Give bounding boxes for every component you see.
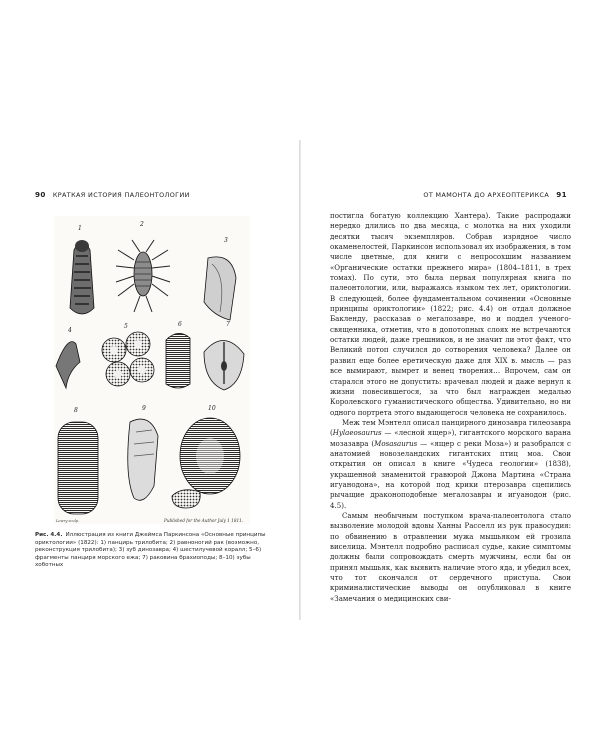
right-running-head (423, 190, 567, 199)
dinosaur-tooth-drawing (204, 257, 236, 320)
left-page (0, 0, 299, 750)
plate-number-9: 9 (142, 405, 146, 412)
paragraph-3 (330, 511, 571, 604)
paragraph-2-text-a: Меж тем Мэнтелл описал панцирного динозавра гилеозавра ( (330, 417, 571, 438)
plate-number-3: 3 (224, 237, 228, 244)
urchin-fragments-drawing (102, 332, 154, 386)
plate-number-7: 7 (226, 321, 230, 328)
right-page-number: 91 (556, 190, 567, 199)
paragraph-1-text: постигла богатую коллекцию Хантера). Такие распродажи нередко длились по два месяца, с молотка на них уходили десятки тысяч экземпляров. Собрав изрядное число окаменелостей, Паркинсон использовал их изображения, в том числе цветные, для книги с непросохшим названием «Органические остатки прежнего мира» (1804–1811, в трех томах). По сути, это была первая популярная книга по палеонтологии, или, выражаясь языком тех лет, ориктологии. В следующей, более фундаментальном сочинении «Основные принципы ориктологии» (1822; рис. 4.4) он отдал должное Бакленду, рассказав о мегалозавре, но и поддел ученого-священника, отметив, что в допотопных слоях не встречаются остатки людей, даже грешников, и не значит ли этот факт, что Великий потоп случился до сотворения человека? Далее он развил еще более еретическую даже для XIX в. мысль — раз все вымирают, вымрет и венец творения… Впрочем, сам он старался этого не допустить: врачевал людей и даже вернул к жизни повесившегося, за что был награжден медалью Королевского гуманистического общества. Удивительно, но ни одного портрета этого выдающегося человека не сохранилось. (330, 211, 571, 417)
left-running-title: КРАТКАЯ ИСТОРИЯ ПАЛЕОНТОЛОГИИ (52, 191, 190, 199)
proboscidean-tooth-9-drawing (128, 419, 158, 500)
plate-number-2: 2 (140, 221, 144, 228)
plate-imprint: Published for the Author July 1 1811. (164, 518, 244, 523)
species-name-mosasaurus: Mosasaurus (374, 438, 418, 448)
plate-number-10: 10 (208, 405, 216, 412)
shell-drawing (204, 340, 244, 390)
plate-number-8: 8 (74, 407, 78, 414)
figure-caption (35, 532, 267, 570)
engraver-signature: Lowry sculp. (56, 519, 80, 523)
plate-number-1: 1 (78, 225, 82, 232)
paragraph-2-text-c: — «ящер с реки Моза») и разобрался с анатомией новозеландских гигантских птиц моа. Свои открытия он описал в книге «Чудеса геологии» (1838), украшенной знаменитой гравюрой Джона Мартина «Страна игуанодона», на которой под крики птерозавра сцепились рычащие драконоподобные мегалозавры и игуанодон (рис. 4.5). (330, 438, 572, 510)
paragraph-2 (330, 418, 571, 511)
tooth-fragment-drawing (172, 490, 200, 508)
plate-number-6: 6 (178, 321, 182, 328)
proboscidean-tooth-8-drawing (58, 422, 98, 514)
body-text (330, 211, 571, 604)
plate-number-5: 5 (124, 323, 128, 330)
left-page-number: 90 (35, 190, 46, 199)
plate-number-4: 4 (68, 327, 72, 334)
trilobite-drawing (70, 240, 94, 314)
paragraph-1 (330, 211, 571, 418)
proboscidean-tooth-10-drawing (180, 418, 240, 494)
caption-label: Рис. 4.4. (35, 532, 63, 538)
hexacoral-drawing (56, 342, 80, 388)
brachiopod-drawing (166, 333, 190, 388)
figure-plate (54, 216, 250, 524)
paragraph-3-text: Самым необычным поступком врача-палеонтолога стало вызволение молодой вдовы Ханны Расселл из рук правосудия: по обвинению в отравлении мужа мышьяком ей грозила виселица. Мэнтелл подробно расписал судье, какие симптомы должны были сопровождать смерть мужчины, если бы он принял мышьяк, как выявить наличие этого яда, и убедил всех, что тот скончался от сердечного приступа. Свои криминалистические выводы он опубликовал в книге «Замечания о медицинских сви- (330, 510, 571, 603)
left-running-head (35, 190, 190, 199)
right-running-title: ОТ МАМОНТА ДО АРХЕОПТЕРИКСА (423, 191, 550, 199)
species-name-hylaeosaurus: Hylaeosaurus (332, 428, 382, 438)
paragraph-2-text-b: — «лесной ящер»), гигантского морского варана мозазавра ( (330, 428, 571, 448)
caption-text: Иллюстрация из книги Джеймса Паркинсона «Основные принципы ориктологии» (1822): 1) панцирь трилобита; 2) равноногий рак (возможно, реконструкция трилобита); 3) зуб динозавра; 4) шестилучевой коралл; 5–6) фрагменты панциря морского ежа; 7) раковина брахиоподы; 8–10) зубы хоботных (35, 532, 266, 569)
fossil-engraving (54, 216, 250, 524)
isopod-drawing (116, 240, 170, 312)
